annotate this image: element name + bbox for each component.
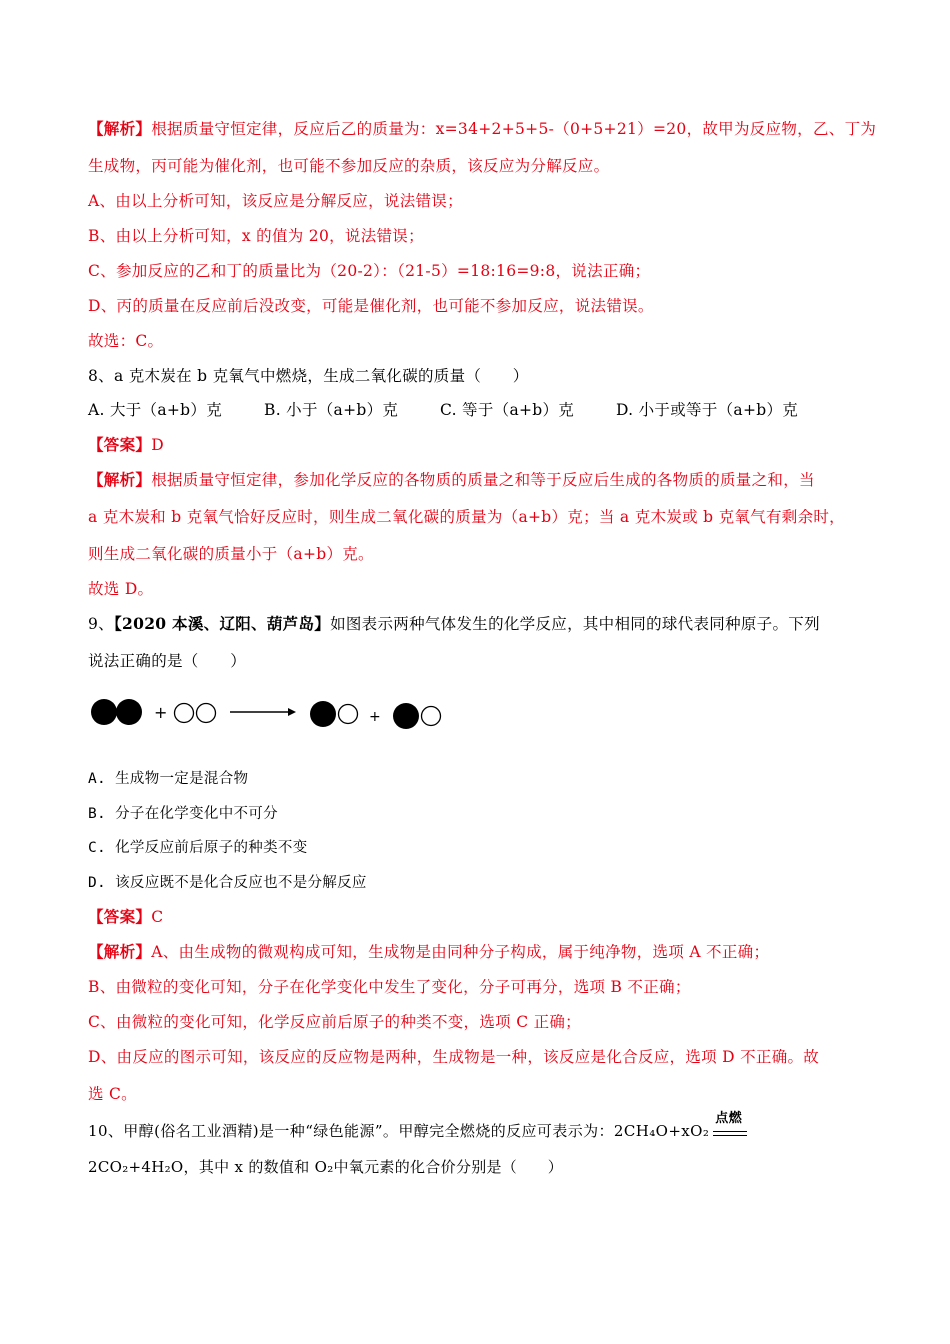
q8-option-b[interactable]: B. 小于（a+b）克: [264, 401, 399, 419]
q10-stem-line-2: 2CO₂+4H₂O，其中 x 的数值和 O₂中氧元素的化合价分别是（ ）: [88, 1158, 564, 1176]
reactant-molecule-black: [91, 699, 142, 725]
q7-analysis-line-1: [88, 119, 876, 139]
q9-option-b[interactable]: B. 分子在化学变化中不可分: [88, 806, 278, 822]
q8-choose: 故选 D。: [88, 580, 154, 598]
product-molecule-2: [393, 703, 441, 729]
white-atom: [197, 704, 216, 723]
reaction-condition: [713, 1111, 747, 1141]
q8-answer: [88, 435, 164, 455]
analysis-tag: 【解析】: [88, 119, 152, 138]
reaction-diagram: [88, 692, 458, 742]
q10-stem-text: 10、甲醇(俗名工业酒精)是一种“绿色能源”。甲醇完全燃烧的反应可表示为：2CH₄O+xO₂: [88, 1122, 710, 1140]
q7-analysis-a: A、由以上分析可知，该反应是分解反应，说法错误；: [88, 192, 463, 210]
q9-analysis-text: A、由生成物的微观构成可知，生成物是由同种分子构成，属于纯净物，选项 A 不正确；: [151, 943, 770, 961]
q9-option-d[interactable]: D. 该反应既不是化合反应也不是分解反应: [88, 875, 367, 891]
black-atom: [393, 703, 419, 729]
answer-tag: 【答案】: [88, 435, 152, 454]
q9-stem-text: 如图表示两种气体发生的化学反应，其中相同的球代表同种原子。下列: [330, 615, 820, 633]
reactant-molecule-white: [175, 704, 216, 723]
answer-tag: 【答案】: [88, 907, 152, 926]
answer-value: D: [151, 436, 164, 454]
white-atom: [339, 705, 358, 724]
q7-analysis-text: 根据质量守恒定律，反应后乙的质量为：x=34+2+5+5-（0+5+21）=20，故甲为反应物，乙、丁为: [151, 120, 877, 138]
answer-value: C: [151, 908, 164, 926]
q10-stem-line-1: [88, 1111, 747, 1141]
q9-option-c[interactable]: C. 化学反应前后原子的种类不变: [88, 840, 308, 856]
product-molecule-1: [310, 701, 358, 727]
q8-options: [88, 400, 798, 420]
q8-option-d[interactable]: D. 小于或等于（a+b）克: [616, 401, 799, 419]
q8-analysis-text: 根据质量守恒定律，参加化学反应的各物质的质量之和等于反应后生成的各物质的质量之和，当: [151, 471, 815, 489]
q8-analysis-line-2: a 克木炭和 b 克氧气恰好反应时，则生成二氧化碳的质量为（a+b）克；当 a 克木炭或 b 克氧气有剩余时，: [88, 508, 845, 526]
q9-analysis-end: 选 C。: [88, 1085, 137, 1103]
reaction-arrow-icon: [230, 708, 296, 716]
q9-analysis-b: B、由微粒的变化可知，分子在化学变化中发生了变化，分子可再分，选项 B 不正确；: [88, 978, 691, 996]
analysis-tag: 【解析】: [88, 470, 152, 489]
q7-analysis-c: C、参加反应的乙和丁的质量比为（20-2）：（21-5）=18:16=9:8，说法正确；: [88, 262, 651, 280]
q9-stem-line-2: 说法正确的是（ ）: [88, 652, 247, 670]
q7-analysis-line-2: 生成物，丙可能为催化剂，也可能不参加反应的杂质，该反应为分解反应。: [88, 157, 610, 175]
q9-stem-line-1: [88, 614, 820, 634]
condition-label: 点燃: [715, 1111, 743, 1126]
q9-answer: [88, 907, 163, 927]
white-atom: [175, 704, 194, 723]
black-atom: [116, 699, 142, 725]
q8-stem: 8、a 克木炭在 b 克氧气中燃烧，生成二氧化碳的质量（ ）: [88, 367, 529, 385]
black-atom: [310, 701, 336, 727]
q9-number: 9、: [88, 615, 114, 633]
q9-analysis-c: C、由微粒的变化可知，化学反应前后原子的种类不变，选项 C 正确；: [88, 1013, 581, 1031]
black-atom: [91, 699, 117, 725]
analysis-tag: 【解析】: [88, 942, 152, 961]
q8-analysis-line-3: 则生成二氧化碳的质量小于（a+b）克。: [88, 545, 374, 563]
q7-choose: 故选：C。: [88, 332, 164, 350]
q9-analysis-d: D、由反应的图示可知，该反应的反应物是两种，生成物是一种，该反应是化合反应，选项 D 不正确。故: [88, 1048, 820, 1066]
q7-analysis-b: B、由以上分析可知，x 的值为 20，说法错误；: [88, 227, 424, 245]
q7-analysis-d: D、丙的质量在反应前后没改变，可能是催化剂，也可能不参加反应，说法错误。: [88, 297, 654, 315]
q9-option-a[interactable]: A. 生成物一定是混合物: [88, 771, 249, 787]
q9-source: 【2020 本溪、辽阳、葫芦岛】: [113, 614, 331, 633]
white-atom: [422, 707, 441, 726]
plus-sign: +: [154, 703, 168, 722]
plus-sign: +: [369, 709, 381, 725]
q8-option-c[interactable]: C. 等于（a+b）克: [440, 401, 575, 419]
q8-option-a[interactable]: A. 大于（a+b）克: [88, 401, 222, 419]
q9-analysis-line-1: [88, 942, 769, 962]
q8-analysis-line-1: [88, 470, 815, 490]
